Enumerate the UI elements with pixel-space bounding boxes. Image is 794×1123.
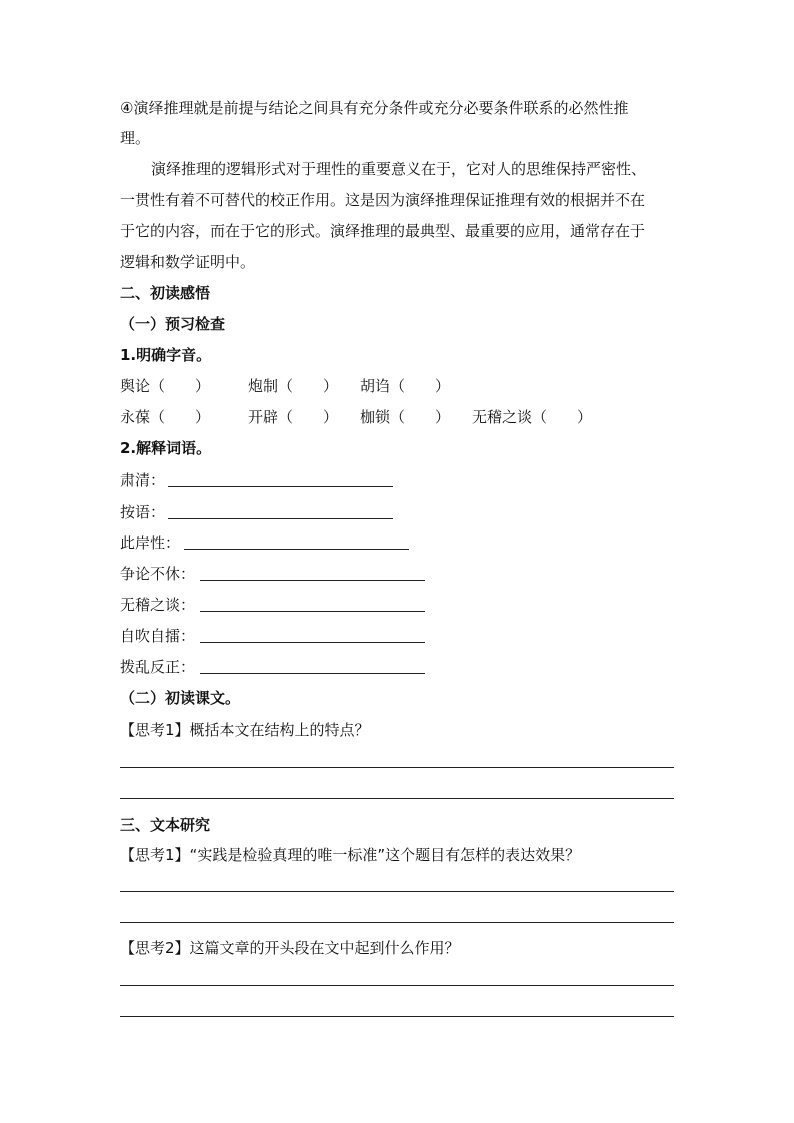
term-label: 肃清：: [120, 471, 166, 489]
section-3-title: 三、文本研究: [120, 816, 211, 834]
term-label: 此岸性：: [120, 534, 181, 552]
subsection-first-reading: （二）初读课文。: [120, 689, 241, 707]
answer-line[interactable]: [120, 1016, 674, 1017]
answer-blank[interactable]: [168, 518, 393, 519]
intro-line-1: ④演绎推理就是前提与结论之间具有充分条件或充分必要条件联系的必然性推: [120, 99, 629, 117]
question-title-effect: 【思考1】“实践是检验真理的唯一标准”这个题目有怎样的表达效果？: [120, 846, 581, 864]
intro-para2-line-3: 于它的内容，而在于它的形式。演绎推理的最典型、最重要的应用，通常存在于: [120, 222, 646, 240]
term-label: 按语：: [120, 503, 166, 521]
intro-para2-line-4: 逻辑和数学证明中。: [120, 253, 256, 271]
pinyin-item[interactable]: 枷锁（ ）: [360, 408, 451, 426]
intro-para2-line-2: 一贯性有着不可替代的校正作用。这是因为演绎推理保证推理有效的根据并不在: [120, 191, 646, 209]
question-opening-role: 【思考2】这篇文章的开头段在文中起到什么作用？: [120, 939, 460, 957]
subsection-preview-check: （一）预习检查: [120, 315, 226, 333]
term-label: 无稽之谈：: [120, 596, 196, 614]
pinyin-item[interactable]: 无稽之谈（ ）: [472, 408, 593, 426]
item-pronunciation: 1.明确字音。: [120, 346, 212, 364]
term-label: 拨乱反正：: [120, 658, 196, 676]
question-structure: 【思考1】概括本文在结构上的特点？: [120, 721, 370, 739]
pinyin-item[interactable]: 开辟（ ）: [248, 408, 339, 426]
intro-line-2: 理。: [120, 129, 151, 147]
answer-line[interactable]: [120, 891, 674, 892]
answer-line[interactable]: [120, 798, 674, 799]
term-label: 争论不休：: [120, 565, 196, 583]
answer-blank[interactable]: [200, 642, 425, 643]
answer-blank[interactable]: [168, 486, 393, 487]
section-2-title: 二、初读感悟: [120, 284, 211, 302]
answer-blank[interactable]: [200, 611, 425, 612]
term-label: 自吹自擂：: [120, 627, 196, 645]
answer-line[interactable]: [120, 985, 674, 986]
pinyin-item[interactable]: 炮制（ ）: [248, 377, 339, 395]
pinyin-item[interactable]: 舆论（ ）: [120, 377, 211, 395]
answer-blank[interactable]: [184, 549, 409, 550]
answer-line[interactable]: [120, 922, 674, 923]
answer-blank[interactable]: [200, 673, 425, 674]
pinyin-item[interactable]: 胡诌（ ）: [360, 377, 451, 395]
intro-para2-line-1: 演绎推理的逻辑形式对于理性的重要意义在于，它对人的思维保持严密性、: [151, 160, 647, 178]
item-explain-words: 2.解释词语。: [120, 439, 212, 457]
answer-blank[interactable]: [200, 580, 425, 581]
answer-line[interactable]: [120, 767, 674, 768]
pinyin-item[interactable]: 永葆（ ）: [120, 408, 211, 426]
